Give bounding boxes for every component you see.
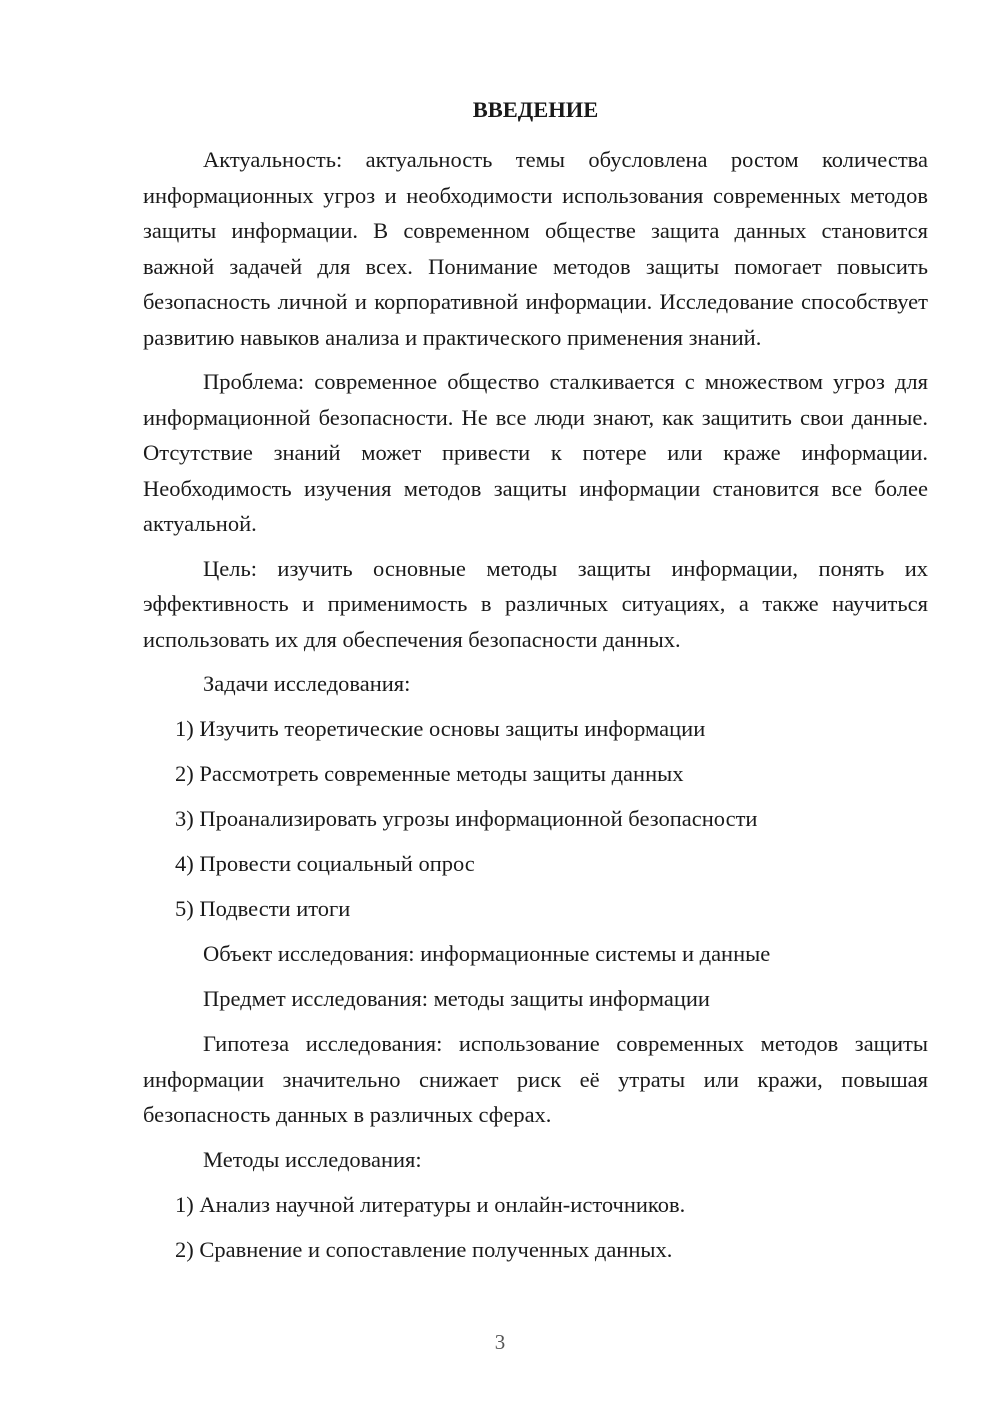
method-item: 1) Анализ научной литературы и онлайн-источников. — [175, 1191, 686, 1217]
research-subject: Предмет исследования: методы защиты информации — [203, 986, 710, 1011]
research-object: Объект исследования: информационные системы и данные — [203, 941, 771, 966]
tasks-heading: Задачи исследования: — [203, 671, 411, 696]
document-page — [143, 95, 928, 1277]
section-title: ВВЕДЕНИЕ — [472, 97, 599, 122]
problem-paragraph: Проблема: современное общество сталкивается с множеством угроз для информационной безопасности. Не все люди знают, как защитить свои данные. Отсутствие знаний может привести к потере или краже информации. Необходимость изучения методов защиты информации становится все более актуальной. — [143, 369, 928, 536]
task-item: 2) Рассмотреть современные методы защиты данных — [175, 761, 684, 786]
task-item: 3) Проанализировать угрозы информационной безопасности — [175, 806, 758, 831]
goal-paragraph: Цель: изучить основные методы защиты информации, понять их эффективность и применимость в различных ситуациях, а также научиться использовать их для обеспечения безопасности данных. — [143, 555, 928, 652]
task-item: 1) Изучить теоретические основы защиты информации — [175, 716, 706, 741]
task-item: 5) Подвести итоги — [175, 896, 351, 921]
page-number: 3 — [494, 1330, 506, 1354]
relevance-paragraph: Актуальность: актуальность темы обусловлена ростом количества информационных угроз и необходимости использования современных методов защиты информации. В современном обществе защита данных становится важной задачей для всех. Понимание методов защиты помогает повысить безопасность личной и корпоративной информации. Исследование способствует развитию навыков анализа и практического применения знаний. — [143, 147, 928, 350]
task-item: 4) Провести социальный опрос — [175, 851, 475, 876]
methods-heading: Методы исследования: — [203, 1146, 422, 1172]
method-item: 2) Сравнение и сопоставление полученных данных. — [175, 1236, 673, 1262]
hypothesis-paragraph: Гипотеза исследования: использование современных методов защиты информации значительно снижает риск её утраты или кражи, повышая безопасность данных в различных сферах. — [143, 1031, 928, 1127]
